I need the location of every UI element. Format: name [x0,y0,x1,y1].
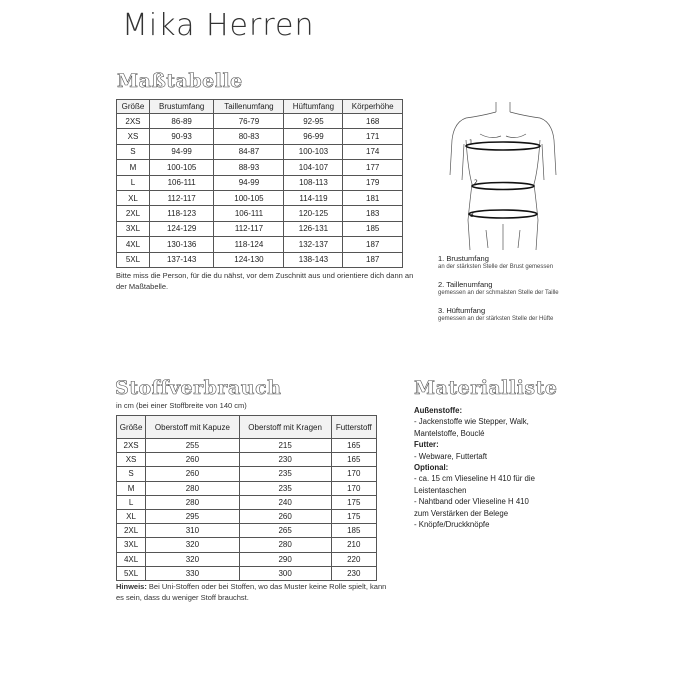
table-cell: 108-113 [284,175,343,190]
table-cell: 92-95 [284,114,343,129]
table-cell: 175 [331,509,376,523]
table-cell: 170 [331,467,376,481]
fabric-heading: Stoffverbrauch [115,377,282,399]
hip-measure-line [469,210,537,218]
legend-chest [438,254,553,272]
fabric-note-text: Bei Uni-Stoffen oder bei Stoffen, wo das Muster keine Rolle spielt, kann es sein, dass du weniger Stoff brauchst. [116,582,387,602]
legend-chest-label: 1. Brustumfang [438,254,489,263]
table-cell: 4XL [117,552,146,566]
table-row [117,453,377,467]
table-header-row [117,100,403,114]
table-cell: 100-105 [149,160,213,175]
table-cell: 240 [239,495,331,509]
size-chart-body [117,114,403,268]
table-row [117,221,403,236]
table-row [117,160,403,175]
waist-measure-line [472,183,534,190]
table-cell: 165 [331,453,376,467]
table-cell: 187 [343,252,403,267]
table-cell: S [117,144,150,159]
table-cell: 260 [146,467,240,481]
table-cell: 94-99 [214,175,284,190]
outer-fabric-heading: Außenstoffe: [414,406,463,415]
table-cell: 84-87 [214,144,284,159]
table-row [117,538,377,552]
table-cell: 120-125 [284,206,343,221]
table-cell: 88-93 [214,160,284,175]
table-cell: 183 [343,206,403,221]
table-row [117,144,403,159]
table-cell: 130-136 [149,237,213,252]
table-cell: 2XL [117,524,146,538]
table-header-row [117,416,377,439]
fabric-table [116,415,377,581]
lining-text: - Webware, Futtertaft [414,451,488,461]
table-cell: 210 [331,538,376,552]
body-measurement-figure [446,100,560,250]
table-row [117,495,377,509]
legend-hip [438,306,553,324]
table-cell: 100-105 [214,190,284,205]
table-cell: M [117,481,146,495]
table-cell: 300 [239,566,331,580]
table-cell: XL [117,509,146,523]
document-title: Mika Herren [122,8,315,43]
table-cell: L [117,175,150,190]
hip-marker: 3 [470,212,474,219]
table-cell: 94-99 [149,144,213,159]
table-row [117,439,377,453]
optional-heading: Optional: [414,463,449,473]
table-cell: 165 [331,439,376,453]
table-cell: 230 [331,566,376,580]
table-cell: 5XL [117,566,146,580]
table-cell: XL [117,190,150,205]
table-cell: 177 [343,160,403,175]
outer-fabric-text: - Jackenstoffe wie Stepper, Walk, Mantelstoffe, Bouclé [414,417,529,438]
table-row [117,467,377,481]
table-cell: 260 [146,453,240,467]
table-cell: 86-89 [149,114,213,129]
table-cell: 137-143 [149,252,213,267]
table-cell: 3XL [117,538,146,552]
lining-heading: Futter: [414,440,439,450]
table-row [117,524,377,538]
table-cell: 179 [343,175,403,190]
table-cell: 118-123 [149,206,213,221]
table-cell: 220 [331,552,376,566]
table-cell: 171 [343,129,403,144]
table-row [117,190,403,205]
table-row [117,481,377,495]
table-cell: 187 [343,237,403,252]
header-cell: Futterstoff [331,416,376,439]
table-cell: 310 [146,524,240,538]
table-cell: 168 [343,114,403,129]
legend-hip-sub: gemessen an der stärksten Stelle der Hüfte [438,316,554,322]
table-cell: 174 [343,144,403,159]
chest-measure-line [466,142,540,150]
table-cell: 175 [331,495,376,509]
chest-marker: 1 [469,139,473,146]
table-row [117,175,403,190]
table-cell: S [117,467,146,481]
waist-marker: 2 [474,179,478,186]
fabric-subtitle: in cm (bei einer Stoffbreite von 140 cm) [116,401,247,410]
table-cell: 2XL [117,206,150,221]
table-cell: 295 [146,509,240,523]
table-cell: 138-143 [284,252,343,267]
table-cell: 124-129 [149,221,213,236]
table-cell: 235 [239,481,331,495]
table-cell: 255 [146,439,240,453]
legend-chest-sub: an der stärksten Stelle der Brust gemessen [438,264,554,270]
table-cell: 80-83 [214,129,284,144]
table-cell: 126-131 [284,221,343,236]
table-cell: 104-107 [284,160,343,175]
header-cell: Oberstoff mit Kapuze [146,416,240,439]
table-cell: 290 [239,552,331,566]
table-cell: 2XS [117,439,146,453]
table-cell: 260 [239,509,331,523]
table-cell: XS [117,453,146,467]
table-row [117,552,377,566]
size-chart-table [116,99,403,268]
legend-waist-label: 2. Taillenumfang [438,280,493,289]
table-cell: 185 [343,221,403,236]
header-cell: Größe [117,416,146,439]
table-row [117,206,403,221]
header-cell: Größe [117,100,150,114]
table-cell: 4XL [117,237,150,252]
table-cell: 330 [146,566,240,580]
header-cell: Oberstoff mit Kragen [239,416,331,439]
table-cell: 3XL [117,221,150,236]
table-row [117,509,377,523]
table-cell: 280 [146,495,240,509]
materials-list [414,405,584,530]
legend-waist [438,280,559,298]
table-cell: 118-124 [214,237,284,252]
table-cell: 96-99 [284,129,343,144]
table-cell: 2XS [117,114,150,129]
size-chart-heading: Maßtabelle [117,70,243,92]
table-row [117,252,403,267]
legend-hip-label: 3. Hüftumfang [438,306,486,315]
table-cell: 100-103 [284,144,343,159]
table-cell: 106-111 [149,175,213,190]
table-row [117,129,403,144]
table-row [117,114,403,129]
table-cell: L [117,495,146,509]
size-chart-note: Bitte miss die Person, für die du nähst, vor dem Zuschnitt aus und orientiere dich dann an der Maßtabelle. [116,271,414,291]
table-cell: 280 [146,481,240,495]
table-row [117,237,403,252]
header-cell: Körperhöhe [343,100,403,114]
table-row [117,566,377,580]
table-cell: 170 [331,481,376,495]
header-cell: Taillenumfang [214,100,284,114]
legend-waist-sub: gemessen an der schmalsten Stelle der Taille [438,290,559,296]
table-cell: 265 [239,524,331,538]
table-cell: 112-117 [149,190,213,205]
table-cell: 320 [146,538,240,552]
header-cell: Brustumfang [149,100,213,114]
table-cell: 124-130 [214,252,284,267]
table-cell: 112-117 [214,221,284,236]
table-cell: M [117,160,150,175]
table-cell: 230 [239,453,331,467]
optional-text: - ca. 15 cm Vlieseline H 410 für die Leistentaschen - Nahtband oder Vlieseline H 410 zum Verstärken der Belege - Knöpfe/Druckknöpfe [414,474,535,530]
table-cell: 181 [343,190,403,205]
table-cell: 280 [239,538,331,552]
table-cell: 76-79 [214,114,284,129]
materials-heading: Materialliste [414,377,558,399]
table-cell: XS [117,129,150,144]
table-cell: 235 [239,467,331,481]
fabric-note [116,581,396,603]
table-cell: 215 [239,439,331,453]
fabric-body [117,439,377,581]
table-cell: 5XL [117,252,150,267]
table-cell: 185 [331,524,376,538]
header-cell: Hüftumfang [284,100,343,114]
table-cell: 106-111 [214,206,284,221]
table-cell: 114-119 [284,190,343,205]
table-cell: 320 [146,552,240,566]
table-cell: 132-137 [284,237,343,252]
table-cell: 90-93 [149,129,213,144]
fabric-note-label: Hinweis: [116,582,147,591]
